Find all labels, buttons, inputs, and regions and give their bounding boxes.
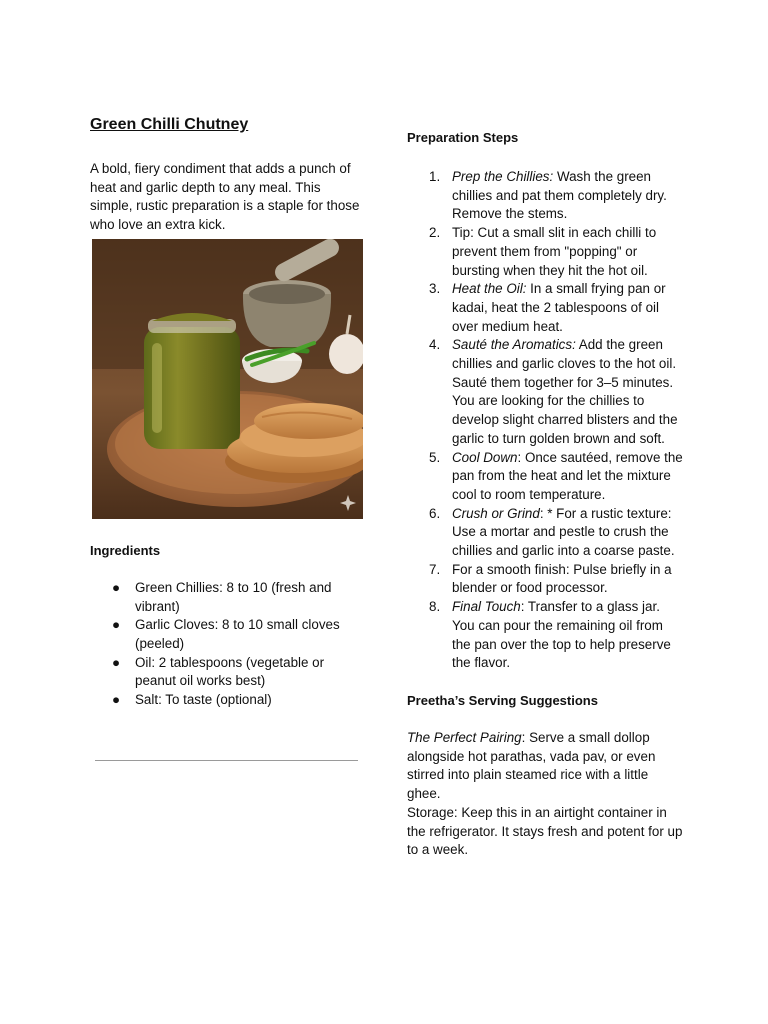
list-item (407, 598, 685, 673)
step-text: Wash the green chillies and pat them completely dry. Remove the stems. (452, 169, 667, 222)
steps-heading: Preparation Steps (407, 130, 519, 145)
list-item (407, 336, 685, 448)
ingredient-text: Green Chillies: 8 to 10 (fresh and vibrant) (135, 579, 332, 614)
step-number: 3. (429, 281, 441, 297)
list-item (407, 561, 685, 598)
pairing-lead: The Perfect Pairing (407, 729, 522, 745)
left-column (90, 114, 366, 710)
list-item (407, 505, 685, 561)
step-number: 5. (429, 449, 441, 465)
ingredients-heading: Ingredients (90, 542, 161, 558)
list-item (90, 691, 366, 710)
step-text: Add the green chillies and garlic cloves to the hot oil. Sauté them together for 3–5 minutes. You are looking for the chillies to develop slight charred blisters and the garlic to turn golden brown and soft. (452, 337, 678, 446)
step-lead: Final Touch (452, 599, 521, 615)
steps-list (407, 168, 685, 673)
recipe-title: Green Chilli Chutney (90, 116, 249, 133)
list-item (90, 654, 366, 691)
step-text: : Transfer to a glass jar. You can pour the remaining oil from the pan over the top to help preserve the flavor. (452, 599, 671, 671)
ingredient-text: Garlic Cloves: 8 to 10 small cloves (peeled) (135, 617, 340, 651)
step-number: 6. (429, 505, 441, 521)
bullet-icon: ● (112, 654, 121, 670)
step-text: In a small frying pan or kadai, heat the 2 tablespoons of oil over medium heat. (452, 281, 666, 334)
chutney-photo (92, 239, 363, 519)
list-item (90, 616, 366, 653)
ingredient-text: Salt: To taste (optional) (135, 692, 272, 708)
step-text: For a smooth finish: Pulse briefly in a blender or food processor. (452, 561, 672, 596)
ingredients-list (90, 579, 366, 710)
pairing-text: : Serve a small dollop alongside hot parathas, vada pav, or even stirred into plain steamed rice with a little ghee. (407, 729, 656, 802)
horizontal-divider (95, 760, 358, 761)
step-number: 1. (429, 169, 441, 184)
bullet-icon: ● (112, 579, 121, 595)
right-column (407, 128, 685, 860)
ingredient-text: Oil: 2 tablespoons (vegetable or peanut oil works best) (135, 654, 325, 689)
step-lead: Prep the Chillies: (452, 169, 554, 184)
list-item (407, 449, 685, 505)
step-text: : Once sautéed, remove the pan from the heat and let the mixture cool to room temperature. (452, 449, 683, 502)
serving-heading: Preetha’s Serving Suggestions (407, 692, 598, 708)
list-item (407, 224, 685, 280)
step-number: 7. (429, 561, 441, 577)
list-item (407, 280, 685, 336)
step-number: 4. (429, 337, 441, 353)
bullet-icon: ● (112, 617, 121, 633)
pairing-paragraph (407, 729, 685, 804)
step-text: Tip: Cut a small slit in each chilli to prevent them from "popping" or bursting when they hit the hot oil. (452, 225, 657, 278)
step-number: 2. (429, 225, 441, 241)
list-item (407, 168, 685, 224)
list-item (90, 579, 366, 616)
step-lead: Cool Down (452, 449, 518, 465)
step-lead: Crush or Grind (452, 505, 540, 521)
recipe-intro: A bold, fiery condiment that adds a punch of heat and garlic depth to any meal. This simple, rustic preparation is a staple for those who love an extra kick. (90, 161, 360, 233)
step-lead: Sauté the Aromatics: (452, 337, 576, 353)
serving-suggestions (407, 729, 685, 860)
step-text: : * For a rustic texture: Use a mortar and pestle to crush the chillies and garlic into a coarse paste. (452, 505, 675, 559)
bullet-icon: ● (112, 692, 121, 708)
step-number: 8. (429, 599, 441, 615)
storage-paragraph: Storage: Keep this in an airtight container in the refrigerator. It stays fresh and potent for up to a week. (407, 804, 683, 858)
step-lead: Heat the Oil: (452, 281, 527, 297)
